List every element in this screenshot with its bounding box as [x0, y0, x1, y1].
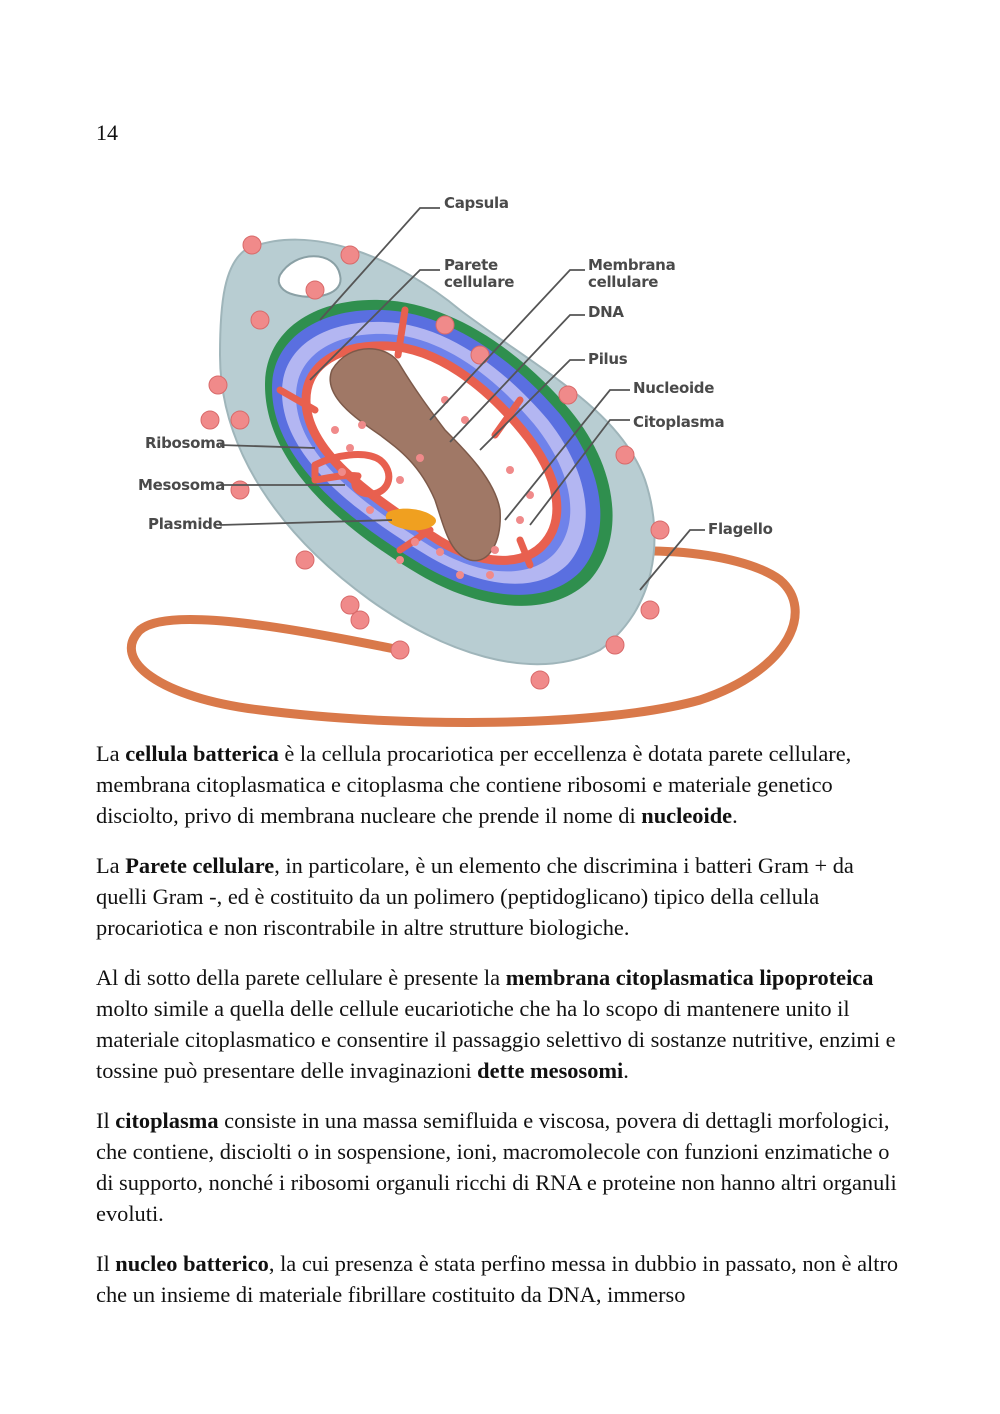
paragraph-membrana	[96, 962, 906, 1086]
label-citoplasma: Citoplasma	[633, 413, 725, 431]
text-run: .	[732, 803, 738, 828]
text-run: La	[96, 853, 126, 878]
label-membrana-2: cellulare	[588, 273, 659, 291]
text-run: , in particolare, è un elemento che discrimina i batteri Gram + da quelli Gram -, ed è costituito da un polimero (peptidoglicano) tipico della cellula procariotica e non riscontrabile in altre strutture biologiche.	[96, 853, 854, 940]
text-run: Al di sotto della parete cellulare è presente la	[96, 965, 506, 990]
term-citoplasma: citoplasma	[115, 1108, 219, 1133]
bacterial-cell-diagram	[100, 180, 900, 740]
text-run: molto simile a quella delle cellule eucariotiche che ha lo scopo di mantenere unito il materiale citoplasmatico e consentire il passaggio selettivo di sostanze nutritive, enzimi e tossine può presentare delle invaginazioni	[96, 996, 896, 1083]
label-flagello: Flagello	[708, 520, 773, 538]
bacterial-cell-svg	[100, 180, 900, 740]
text-run: .	[623, 1058, 629, 1083]
term-membrana-citoplasmatica: membrana citoplasmatica lipoproteica	[505, 965, 874, 990]
text-run: , la cui presenza è stata perfino messa in dubbio in passato, non è altro che un insieme di materiale fibrillare costituito da DNA, immerso	[96, 1251, 899, 1307]
label-dna: DNA	[588, 303, 624, 321]
label-parete-2: cellulare	[444, 273, 515, 291]
text-run: La	[96, 741, 126, 766]
label-pilus: Pilus	[588, 350, 628, 368]
paragraph-cellula-batterica	[96, 738, 906, 831]
label-nucleoide: Nucleoide	[633, 379, 715, 397]
term-nucleoide: nucleoide	[641, 803, 733, 828]
body-text	[96, 738, 906, 1329]
label-ribosoma: Ribosoma	[145, 434, 226, 452]
term-parete-cellulare: Parete cellulare	[125, 853, 275, 878]
term-cellula-batterica: cellula batterica	[125, 741, 279, 766]
label-plasmide: Plasmide	[148, 515, 223, 533]
text-run: è la cellula procariotica per eccellenza è dotata parete cellulare, membrana citoplasmatica e citoplasma che contiene ribosomi e materiale genetico disciolto, privo di membrana nucleare che prende il nome di	[96, 741, 852, 828]
label-capsula: Capsula	[444, 194, 509, 212]
term-nucleo-batterico: nucleo batterico	[115, 1251, 269, 1276]
paragraph-parete-cellulare	[96, 850, 906, 943]
term-mesosomi: dette mesosomi	[477, 1058, 624, 1083]
label-parete: Parete	[444, 256, 498, 274]
page-number: 14	[96, 120, 118, 145]
text-run: Il	[96, 1251, 116, 1276]
text-run: Il	[96, 1108, 116, 1133]
label-membrana: Membrana	[588, 256, 676, 274]
label-mesosoma: Mesosoma	[138, 476, 225, 494]
paragraph-nucleo-batterico	[96, 1248, 906, 1310]
paragraph-citoplasma	[96, 1105, 906, 1229]
text-run: consiste in una massa semifluida e viscosa, povera di dettagli morfologici, che contiene, disciolti o in sospensione, ioni, macromolecole con funzioni enzimatiche o di supporto, nonché i ribosomi organuli ricchi di RNA e proteine non hanno altri organuli evoluti.	[96, 1108, 897, 1226]
